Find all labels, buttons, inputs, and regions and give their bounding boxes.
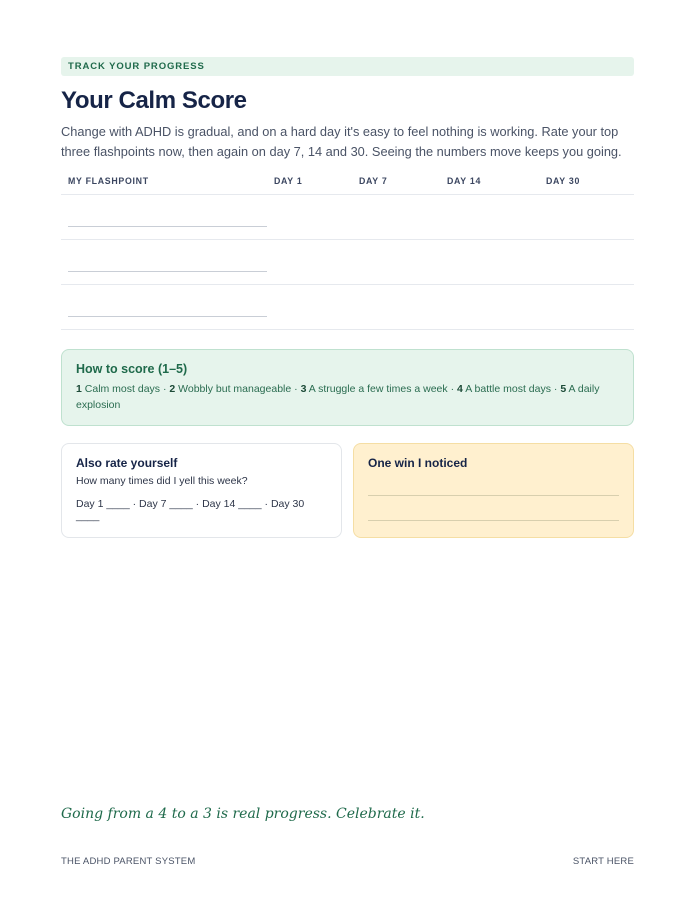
write-line (68, 316, 267, 317)
score-text: Wobbly but manageable (178, 383, 292, 395)
scoring-guide (61, 349, 634, 426)
score-num: 2 (169, 383, 176, 395)
card-row (61, 443, 634, 538)
score-text: A battle most days (465, 383, 551, 395)
day-1-cell[interactable] (267, 195, 352, 240)
intro-text: Change with ADHD is gradual, and on a hard day it's easy to feel nothing is working. Rate your top three flashpoints now, then again on day 7, 14 and 30. Seeing the numbers move keeps you going. (61, 124, 622, 159)
col-day-14: DAY 14 (440, 171, 539, 195)
score-separator: · (550, 383, 561, 395)
flashpoint-cell[interactable] (61, 285, 267, 330)
table-row (61, 285, 634, 330)
day-7-cell[interactable] (352, 195, 440, 240)
score-num: 3 (300, 383, 307, 395)
day-14-cell[interactable] (440, 285, 539, 330)
score-num: 5 (560, 383, 567, 395)
col-flashpoint: MY FLASHPOINT (61, 171, 267, 195)
col-day-30: DAY 30 (539, 171, 634, 195)
day-7-cell[interactable] (352, 285, 440, 330)
flashpoint-cell[interactable] (61, 195, 267, 240)
win-card (353, 443, 634, 538)
score-separator: · (160, 383, 170, 395)
score-num: 1 (76, 383, 82, 395)
day-1-cell[interactable] (267, 240, 352, 285)
also-rate-title: Also rate yourself (76, 456, 178, 470)
footer-section: START HERE (572, 856, 634, 867)
day-1-cell[interactable] (267, 285, 352, 330)
scoring-guide-scale (76, 381, 619, 413)
day-30-cell[interactable] (539, 285, 634, 330)
table-header-row (61, 171, 634, 195)
score-text: Calm most days (84, 383, 161, 395)
footer-quote: Going from a 4 to a 3 is real progress. Celebrate it. (61, 806, 425, 822)
win-write-line[interactable] (368, 495, 619, 496)
score-separator: · (447, 383, 457, 395)
score-separator: · (291, 383, 301, 395)
page-title: Your Calm Score (61, 87, 247, 114)
flashpoint-cell[interactable] (61, 240, 267, 285)
score-text: A struggle a few times a week (308, 383, 448, 395)
win-title: One win I noticed (368, 456, 468, 470)
col-day-1: DAY 1 (267, 171, 352, 195)
write-line (68, 271, 267, 272)
score-num: 4 (457, 383, 463, 395)
day-7-cell[interactable] (352, 240, 440, 285)
also-rate-card (61, 443, 342, 538)
footer-brand: THE ADHD PARENT SYSTEM (61, 856, 196, 867)
day-14-cell[interactable] (440, 195, 539, 240)
win-write-line[interactable] (368, 520, 619, 521)
day-30-cell[interactable] (539, 240, 634, 285)
worksheet-page (61, 57, 634, 538)
day-30-cell[interactable] (539, 195, 634, 240)
write-line (68, 226, 267, 227)
also-rate-days[interactable]: Day 1 ____ · Day 7 ____ · Day 14 ____ · Day 30 ____ (76, 498, 305, 522)
section-kicker: TRACK YOUR PROGRESS (61, 57, 634, 76)
table-row (61, 240, 634, 285)
score-text: A daily explosion (76, 383, 600, 411)
col-day-7: DAY 7 (352, 171, 440, 195)
scoring-guide-title: How to score (1–5) (76, 362, 188, 376)
also-rate-question: How many times did I yell this week? (76, 475, 248, 487)
table-row (61, 195, 634, 240)
calm-score-table (61, 171, 634, 330)
day-14-cell[interactable] (440, 240, 539, 285)
